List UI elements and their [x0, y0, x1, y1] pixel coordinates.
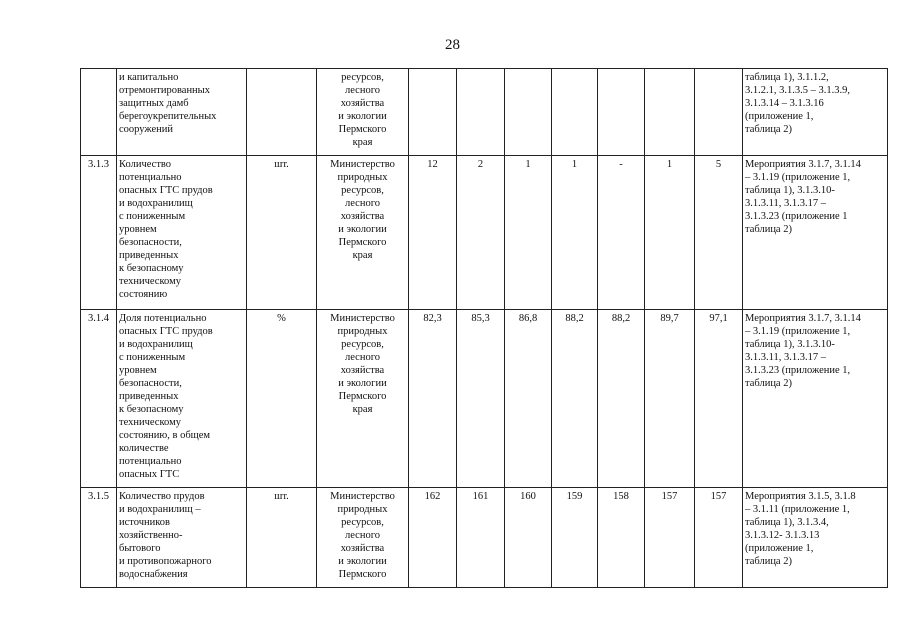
measures-reference: Мероприятия 3.1.7, 3.1.14 – 3.1.19 (приложение 1, таблица 1), 3.1.3.10- 3.1.3.11, 3.1.3.17 – 3.1.3.23 (приложение 1 таблица 2) [743, 156, 888, 310]
value-cell: 157 [695, 488, 743, 588]
value-cell [695, 69, 743, 156]
table-row [81, 488, 888, 588]
indicator-name: Количество прудов и водохранилищ – источников хозяйственно- бытового и противопожарного водоснабжения [117, 488, 247, 588]
row-number: 3.1.5 [81, 488, 117, 588]
value-cell [552, 69, 598, 156]
value-cell [598, 69, 645, 156]
value-cell: 88,2 [552, 310, 598, 488]
table-row [81, 310, 888, 488]
table-row [81, 69, 888, 156]
responsible-org: Министерство природных ресурсов, лесного хозяйства и экологии Пермского края [317, 156, 409, 310]
value-cell [457, 69, 505, 156]
row-number: 3.1.3 [81, 156, 117, 310]
measures-reference: Мероприятия 3.1.5, 3.1.8 – 3.1.11 (приложение 1, таблица 1), 3.1.3.4, 3.1.3.12- 3.1.3.13 (приложение 1, таблица 2) [743, 488, 888, 588]
value-cell: 5 [695, 156, 743, 310]
measures-reference: таблица 1), 3.1.1.2, 3.1.2.1, 3.1.3.5 – 3.1.3.9, 3.1.3.14 – 3.1.3.16 (приложение 1, таблица 2) [743, 69, 888, 156]
page-number: 28 [445, 37, 460, 53]
value-cell: 89,7 [645, 310, 695, 488]
row-number: 3.1.4 [81, 310, 117, 488]
responsible-org: ресурсов, лесного хозяйства и экологии Пермского края [317, 69, 409, 156]
value-cell: 82,3 [409, 310, 457, 488]
indicator-name: Доля потенциально опасных ГТС прудов и водохранилищ с пониженным уровнем безопасности, приведенных к безопасному техническому состоянию, в общем количестве потенциально опасных ГТС [117, 310, 247, 488]
value-cell: 161 [457, 488, 505, 588]
indicator-name: Количество потенциально опасных ГТС прудов и водохранилищ с пониженным уровнем безопасности, приведенных к безопасному техническому состоянию [117, 156, 247, 310]
indicator-name: и капитально отремонтированных защитных дамб берегоукрепительных сооружений [117, 69, 247, 156]
responsible-org: Министерство природных ресурсов, лесного хозяйства и экологии Пермского края [317, 310, 409, 488]
value-cell: 88,2 [598, 310, 645, 488]
unit-cell: шт. [247, 156, 317, 310]
value-cell: 160 [505, 488, 552, 588]
table-row [81, 156, 888, 310]
value-cell: 85,3 [457, 310, 505, 488]
indicators-table [80, 68, 888, 588]
value-cell: - [598, 156, 645, 310]
value-cell [505, 69, 552, 156]
value-cell: 157 [645, 488, 695, 588]
value-cell: 1 [645, 156, 695, 310]
value-cell: 158 [598, 488, 645, 588]
row-number [81, 69, 117, 156]
value-cell: 2 [457, 156, 505, 310]
responsible-org: Министерство природных ресурсов, лесного хозяйства и экологии Пермского [317, 488, 409, 588]
value-cell: 86,8 [505, 310, 552, 488]
value-cell [645, 69, 695, 156]
value-cell: 1 [552, 156, 598, 310]
value-cell [409, 69, 457, 156]
value-cell: 12 [409, 156, 457, 310]
measures-reference: Мероприятия 3.1.7, 3.1.14 – 3.1.19 (приложение 1, таблица 1), 3.1.3.10- 3.1.3.11, 3.1.3.17 – 3.1.3.23 (приложение 1, таблица 2) [743, 310, 888, 488]
value-cell: 162 [409, 488, 457, 588]
unit-cell: шт. [247, 488, 317, 588]
value-cell: 159 [552, 488, 598, 588]
value-cell: 1 [505, 156, 552, 310]
unit-cell: % [247, 310, 317, 488]
unit-cell [247, 69, 317, 156]
value-cell: 97,1 [695, 310, 743, 488]
